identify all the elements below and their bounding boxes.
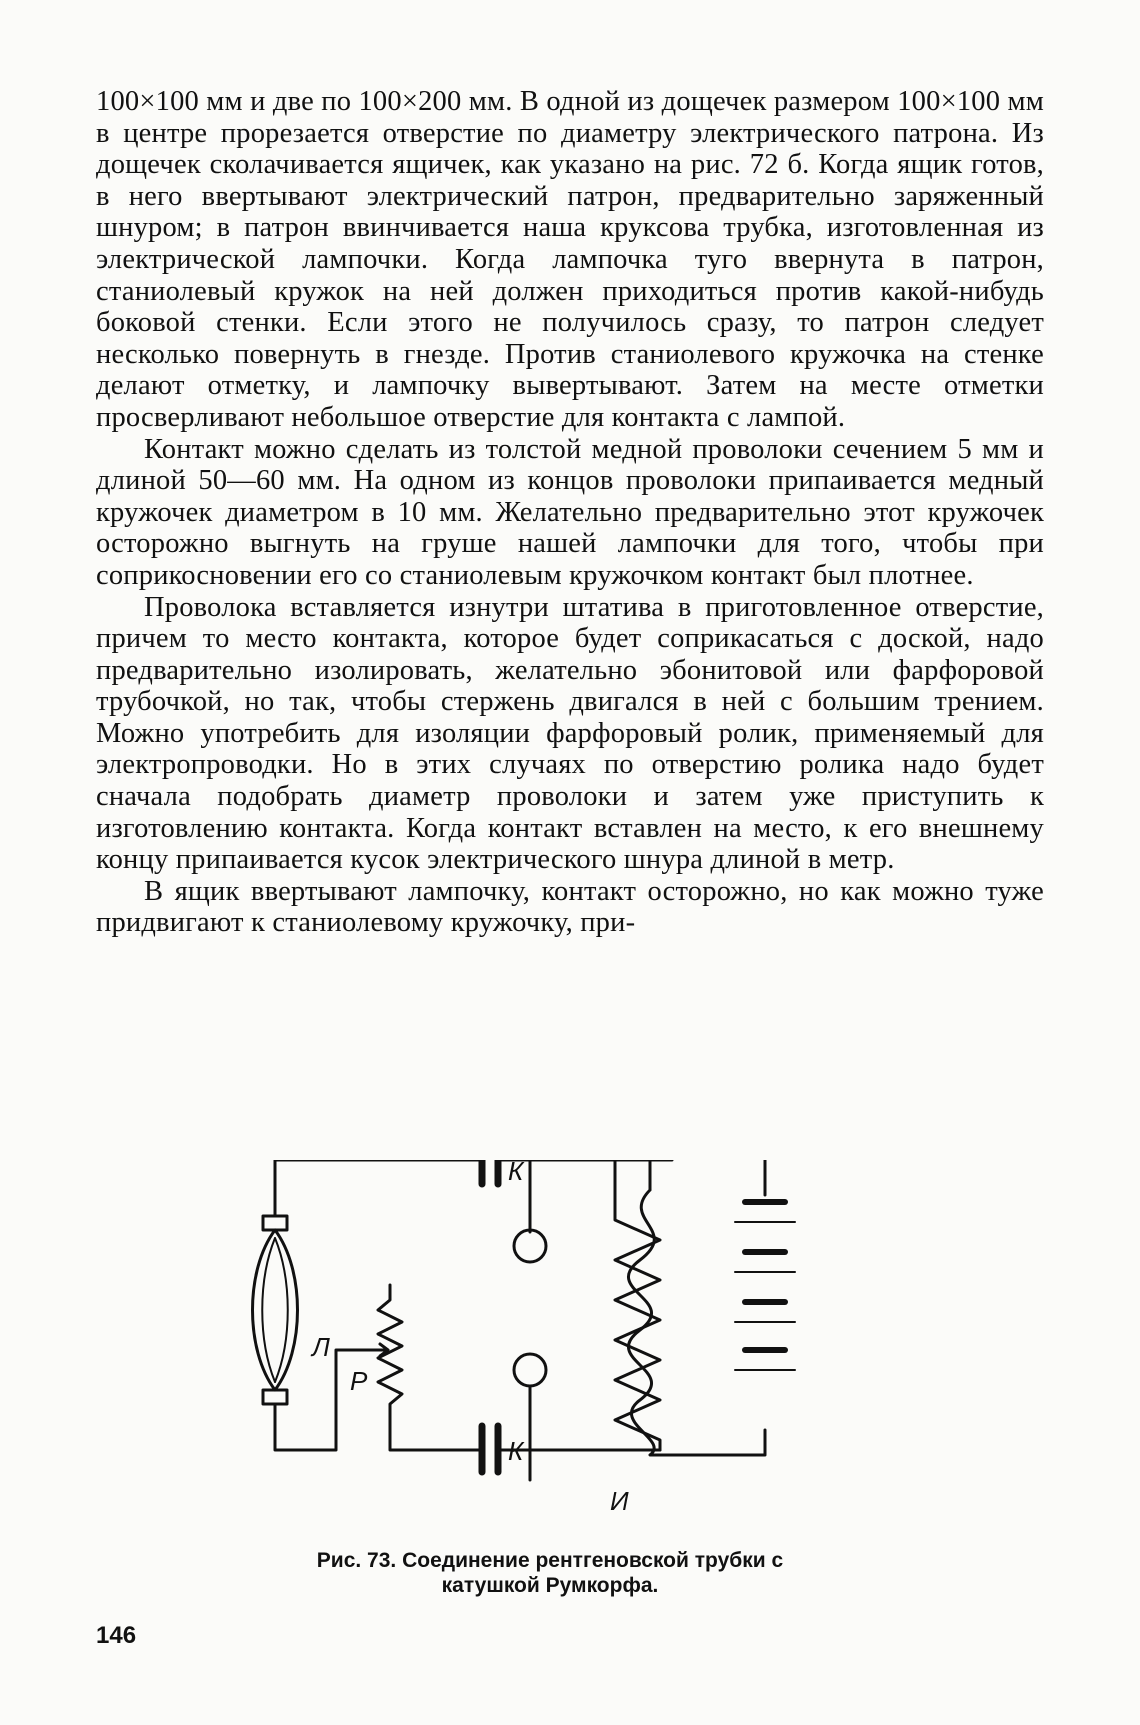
figure-caption — [240, 1548, 860, 1598]
circuit-diagram — [240, 1160, 940, 1540]
lamp-inner — [262, 1238, 275, 1382]
paragraph-4: В ящик ввертывают лампочку, контакт осторожно, но как можно туже придвигают к станиолевому кружочку, при- — [96, 875, 1044, 939]
paragraph-3: Проволока вставляется изнутри штатива в приготовленное отверстие, причем то место контакта, которое будет соприкасаться с доской, надо предварительно изолировать, желательно эбонитовой или фарфоровой трубочкой, но так, чтобы стержень двигался в ней с большим трением. Можно употребить для изоляции фарфоровый ролик, применяемый для электропроводки. Но в этих случаях по отверстию ролика надо будет сначала подобрать диаметр проволоки и затем уже приступить к изготовлению контакта. Когда контакт вставлен на место, к его внешнему концу припаивается кусок электрического шнура длиной в метр. — [96, 591, 1044, 876]
coil-secondary — [615, 1160, 660, 1450]
caption-line-2: катушкой Румкорфа. — [441, 1574, 659, 1597]
body-text — [96, 86, 1044, 939]
paragraph-1: 100×100 мм и две по 100×200 мм. В одной из дощечек размером 100×100 мм в центре прорезается отверстие по диаметру электрического патрона. Из дощечек сколачивается ящичек, как указано на рис. 72 б. Когда ящик готов, в него ввертывают электрический патрон, предварительно заряженный шнуром; в патрон ввинчивается наша круксова трубка, изготовленная из электрической лампочки. Когда лампочка туго ввернута в патрон, станиолевый кружок на ней должен приходиться против какой-нибудь боковой стенки. Если этого не получилось сразу, то патрон следует несколько повернуть в гнезде. Против станиолевого кружочка на стенке делают отметку, и лампочку вывертывают. Затем на месте отметки просверливают небольшое отверстие для контакта с лампой. — [96, 86, 1044, 433]
label-rheostat: Р — [350, 1366, 368, 1396]
caption-line-1: Рис. 73. Соединение рентгеновской трубки с — [316, 1549, 784, 1572]
electrode-bottom-ball — [514, 1354, 546, 1386]
rheostat-zigzag — [378, 1285, 480, 1450]
label-capacitor-bottom: К — [508, 1436, 524, 1466]
label-lamp: Л — [312, 1332, 330, 1362]
lamp-bulb — [253, 1230, 298, 1390]
circuit-figure — [240, 1160, 940, 1540]
label-coil: И — [610, 1486, 629, 1516]
lamp-cap-top — [263, 1216, 287, 1230]
electrode-top-ball — [514, 1230, 546, 1262]
wire-top — [275, 1160, 480, 1216]
label-capacitor-top: К — [508, 1160, 524, 1186]
lamp-cap-bottom — [263, 1390, 287, 1404]
page-number: 146 — [96, 1622, 137, 1649]
paragraph-2: Контакт можно сделать из толстой медной проволоки сечением 5 мм и длиной 50—60 мм. На одном из концов проволоки припаивается медный кружочек диаметром в 10 мм. Желательно предварительно этот кружочек осторожно выгнуть на груше нашей лампочки для того, чтобы при соприкосновении его со станиолевым кружочком контакт был плотнее. — [96, 433, 1044, 591]
